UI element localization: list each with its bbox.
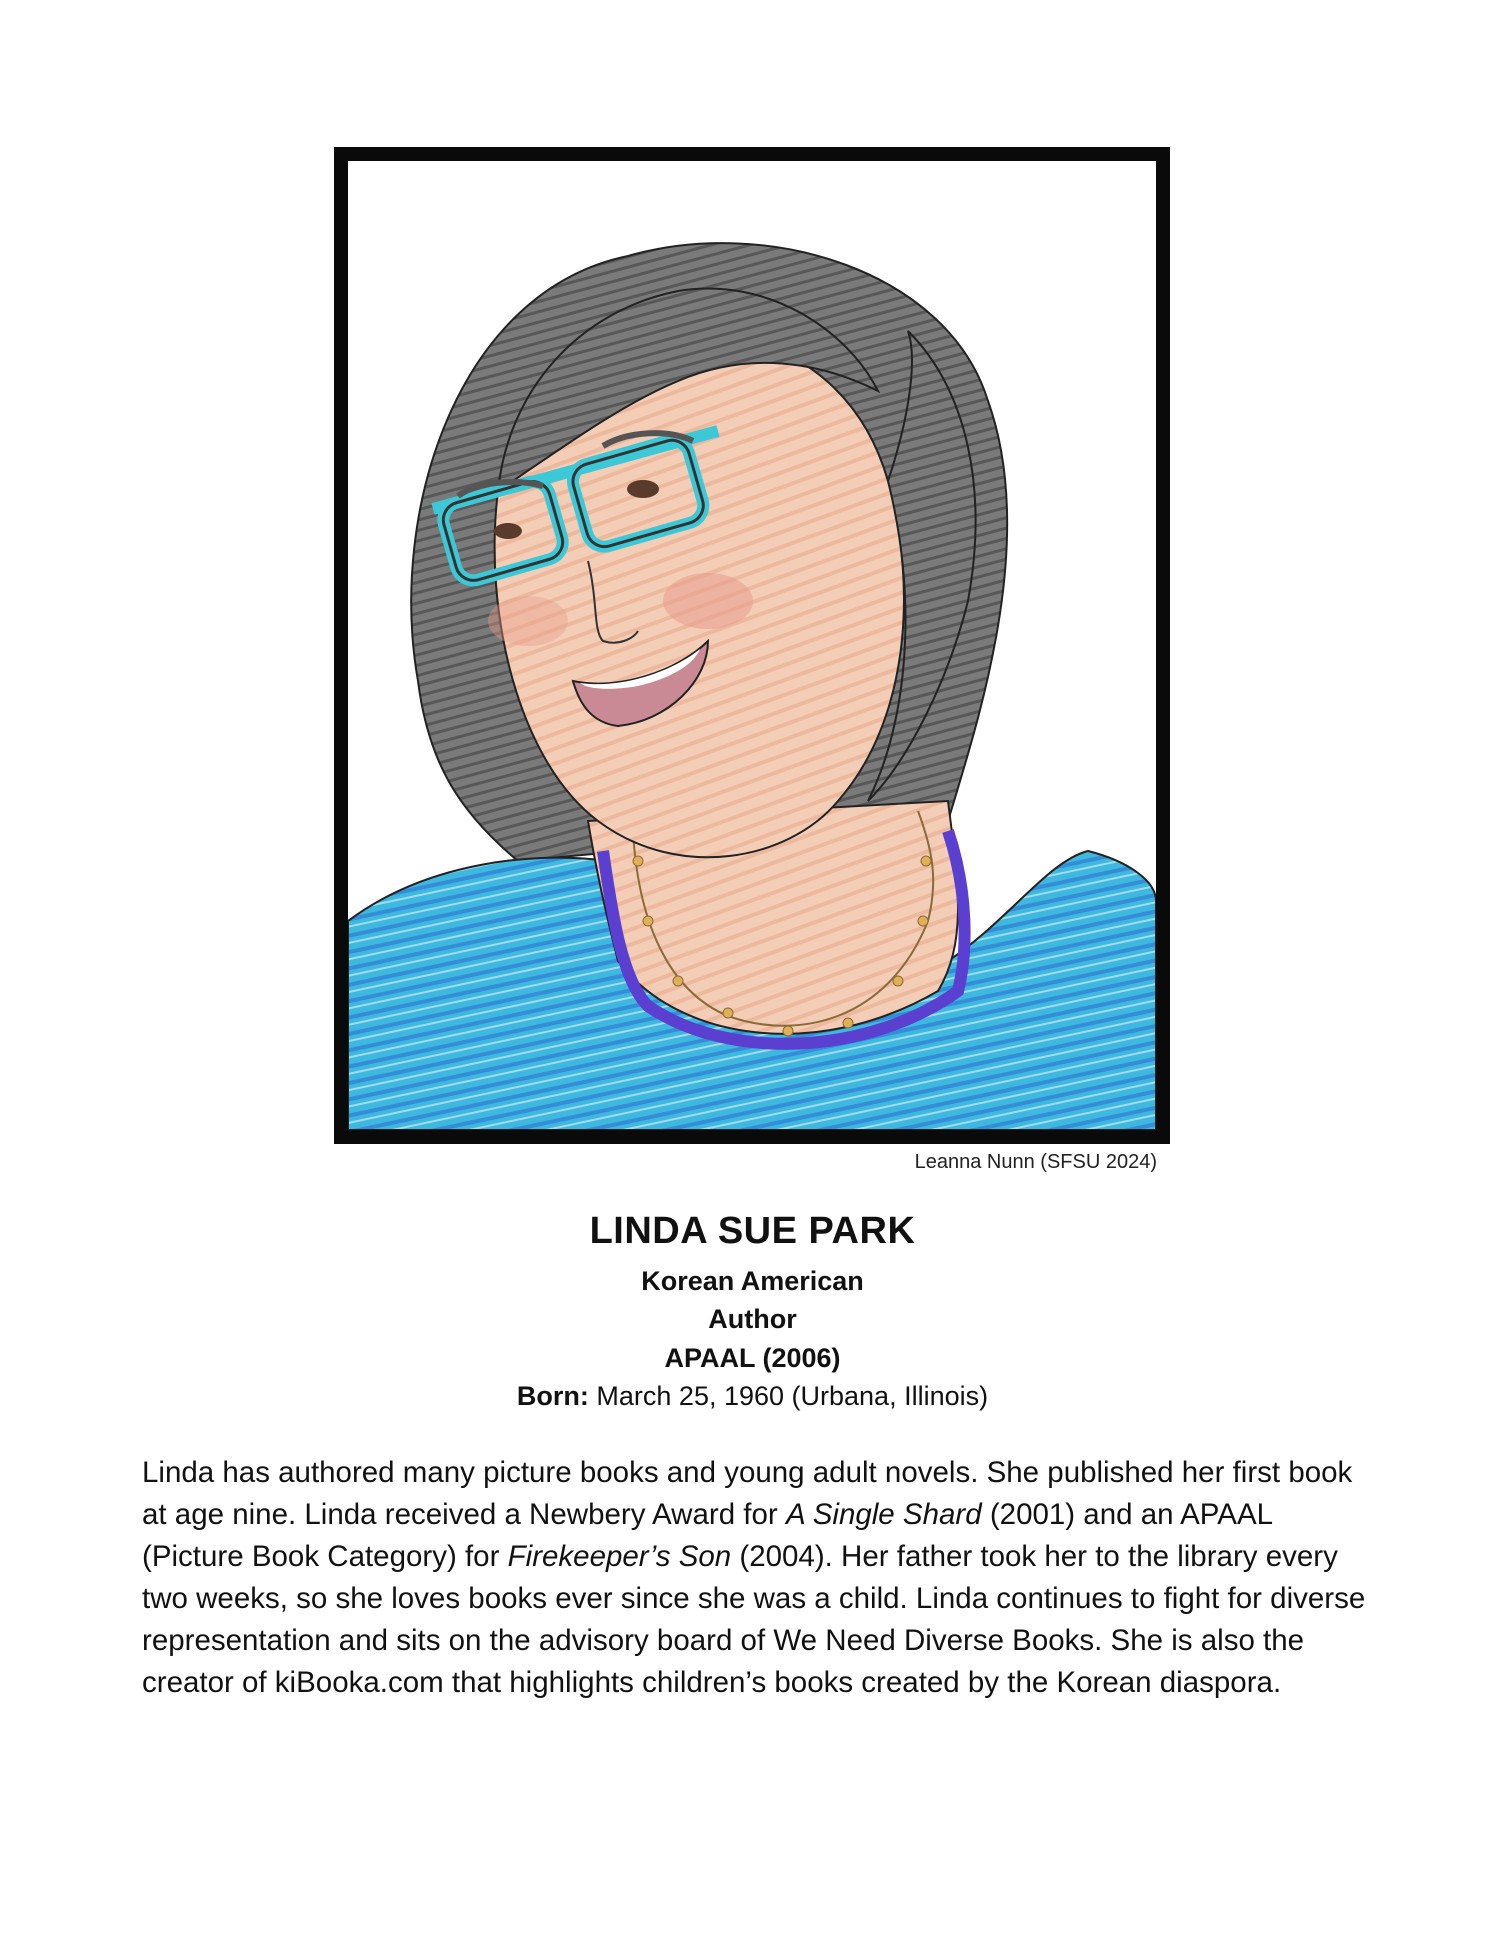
portrait-frame: [334, 147, 1170, 1144]
award-label: APAAL (2006): [664, 1343, 841, 1373]
bio-part-2: (2001) and an APAAL (Picture Book Category) for: [142, 1498, 1272, 1573]
born-value: March 25, 1960 (Urbana, Illinois): [596, 1381, 989, 1411]
illustrator-credit: Leanna Nunn (SFSU 2024): [914, 1151, 1157, 1173]
biography-paragraph: [142, 1452, 1367, 1704]
portrait-illustration: [348, 161, 1156, 1130]
born-label: Born:: [516, 1381, 589, 1411]
person-name: LINDA SUE PARK: [589, 1210, 916, 1252]
book-title-firekeepers-son: Firekeeper’s Son: [507, 1540, 732, 1573]
ethnicity-label: Korean American: [641, 1266, 864, 1296]
born-line: [0, 1381, 1505, 1412]
book-title-single-shard: A Single Shard: [785, 1498, 982, 1531]
occupation-label: Author: [708, 1304, 797, 1334]
bio-part-3: (2004). Her father took her to the library every two weeks, so she loves books ever since she was a child. Linda continues to fight for diverse representation and sits on the advisory board of We Need Diverse Books. She is also the creator of kiBooka.com that highlights children’s books created by the Korean diaspora.: [142, 1540, 1366, 1699]
bio-part-1: Linda has authored many picture books and young adult novels. She published her first book at age nine. Linda received a Newbery Award for: [142, 1456, 1353, 1531]
